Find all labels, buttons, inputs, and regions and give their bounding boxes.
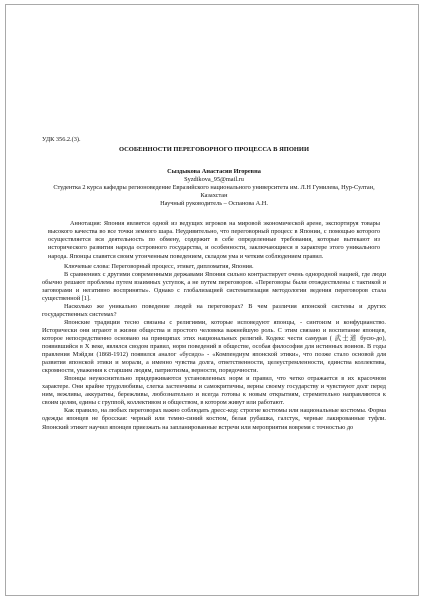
article-title: ОСОБЕННОСТИ ПЕРЕГОВОРНОГО ПРОЦЕССА В ЯПОНИИ xyxy=(118,146,310,154)
keywords: Ключевые слова: Переговорный процесс, этикет, дипломатия, Япония. xyxy=(64,262,254,270)
supervisor: Научный руководитель – Оспанова А.Н. xyxy=(160,200,268,208)
body-paragraph: В сравнениях с другими современными державами Япония сильно контрастирует очень однородной нацией, где люди обычно решают проблемы путем взаимных уступок, а не путем переговоров. «Переговоры были отождествлены с тактикой и заговорами и негативно восприняты». Однако с глобализацией систематизация методологии ведения переговоров стала существенной [1]. xyxy=(42,270,386,302)
author-name: Сыздыкова Анастасия Игоревна xyxy=(167,168,261,176)
author-email: Syzdikova_95@mail.ru xyxy=(184,176,244,184)
body-paragraph: Японцы неукоснительно придерживаются установленных норм и правил, что четко отражается в их красочном характере. Они крайне трудолюбивы, слегка застенчивы и самокритичны, верны своему государству и чувствуют долг перед ним, вежливы, аккуратны, бережливы, любознательно и всегда готовы к новым открытиям, стремительно направляются к своим целям, едины с группой, коллективом и обществом, в котором живут или работают. xyxy=(42,375,386,407)
abstract: Аннотация: Япония является одной из ведущих игроков на мировой экономической арене, экспортируя товары высокого качества во все точки земного шара. Неудивительно, что переговорный процесс в Японии, с помощью которого осуществляется вся деятельность по обмену, содержит в себе определенные требования, которые вытекают из исторического развития народа островного государства, и особенности, заключающиеся в характере этого уникального народа. Японцы славятся своим утонченным поведением, складом ума и четким соблюдением правил. xyxy=(48,220,380,260)
document-page xyxy=(5,4,419,596)
body-paragraph: Японские традиции тесно связаны с религиями, которые исповедуют японцы, - синтоизм и конфуцианство. Исторически они играют в жизни общества и простого человека важнейшую роль. С этим связано и воспитание японцев, которое непосредственно основано на принципах этих национальных религий. Кодекс чести самурая ( 武士道 бусю-до), появившийся в X веке, являлся сводом правил, норм поведений в обществе, особая философия для истинных воинов. В годы правления Мэйдзи (1868-1912) появился аналог «бусидо» - «Компендиум японской этики», что позже стало основой для развития японской этики и морали, а именно чувства долга, ответственности, целеустремленности, единства коллектива, скромности, уважения к старшим людям, патриотизма, верности, порядочности. xyxy=(42,318,386,375)
author-affiliation: Студентка 2 курса кафедры регионоведение Евразийского национального университета им. Л.Н Гумилева, Нур-Султан, Казахстан xyxy=(53,184,375,200)
body-paragraph: Насколько же уникально поведение людей на переговорах? В чем различия японской системы и других государственных системах? xyxy=(42,302,386,318)
page-content xyxy=(42,136,386,432)
udk-code: УДК 356.2.(3). xyxy=(42,136,81,143)
body-paragraph: Как правило, на любых переговорах важно соблюдать дресс-код: строгие костюмы или национальные костюмы. Форма одежды японцев не бросская: черный или темно-синий костюм, белая рубашка, галстук, черные лакированные туфли. Японский этикет научил японцев приезжать на запланированные встречи или мероприятия вовремя с точностью до xyxy=(42,407,386,431)
